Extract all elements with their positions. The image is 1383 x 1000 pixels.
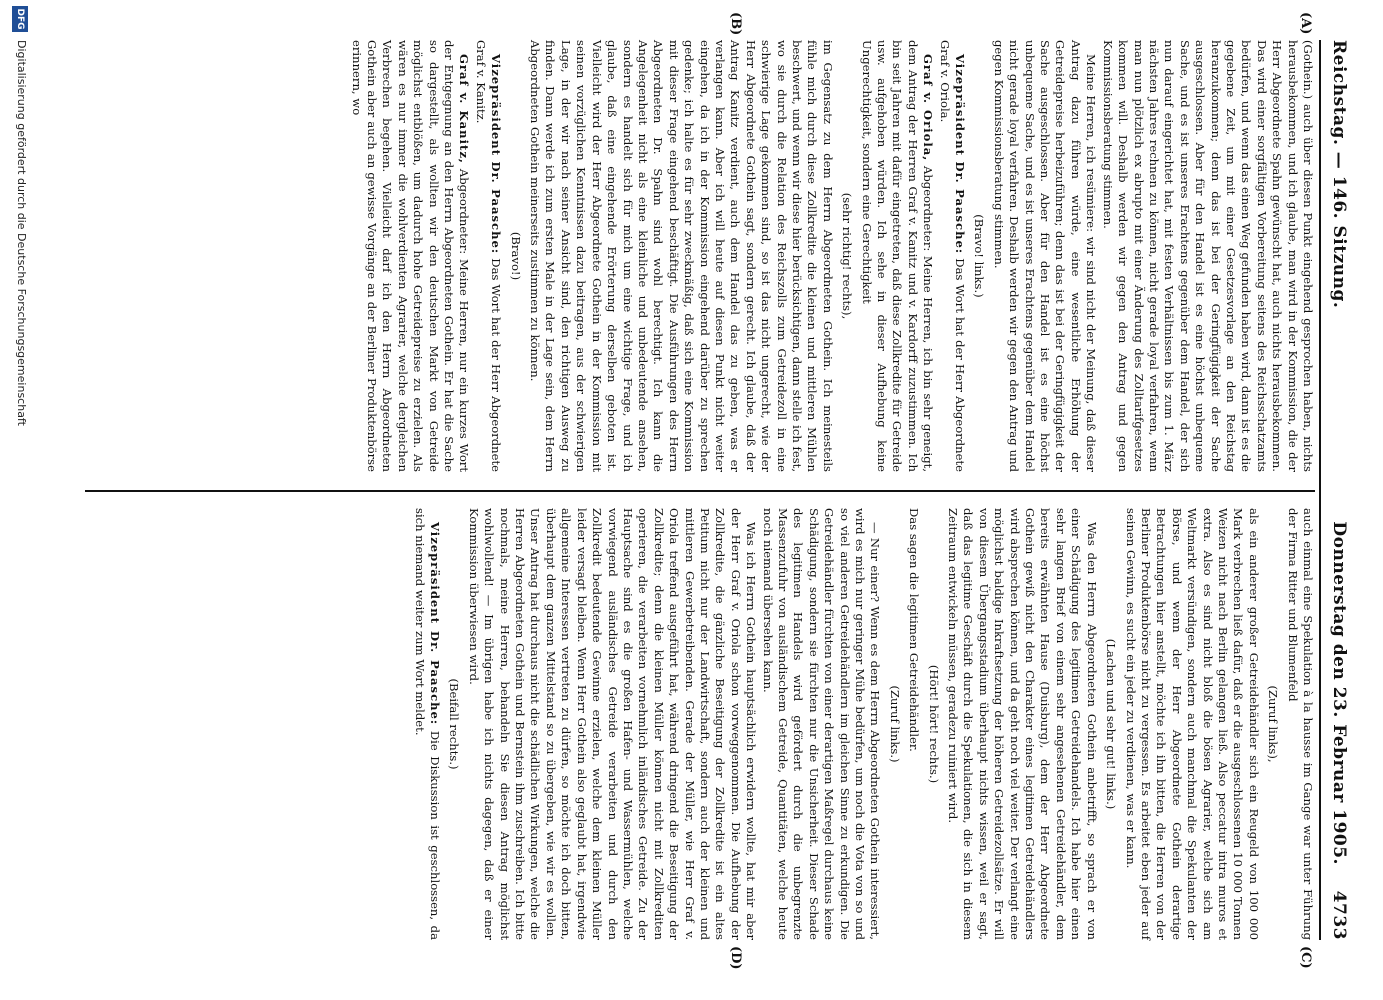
margin-marker-d: (D) xyxy=(728,946,743,970)
speaker-name: Vizepräsident Dr. Paasche: xyxy=(428,522,443,726)
speaker-text: Die Diskussion ist geschlossen, da sich niemand weiter zum Wort meldet. xyxy=(412,508,443,941)
text-column-right xyxy=(410,508,1315,940)
header-session: Reichstag. — 146. Sitzung. xyxy=(1329,40,1349,309)
header-date-page xyxy=(1329,521,1349,940)
interjection: (Zuruf links), xyxy=(1266,685,1281,763)
header-rule xyxy=(1319,40,1321,940)
margin-marker-a: (A) xyxy=(1298,12,1313,35)
text-column-left xyxy=(347,40,1315,472)
interjection: (sehr richtig! rechts), xyxy=(840,192,855,320)
interjection: (Hört! hört! rechts.) xyxy=(926,664,941,784)
body-paragraph: Was ich Herrn Gothein hauptsächlich erwidern wollte, hat mir aber der Herr Graf v. Oriola schon vorweggenommen. Die Aufhebung der Zollkredite, die gänzliche Beseitigung der Zollkredite ist ein altes Petitum nicht nur der Landwirtschaft, sondern auch der kleinen und mittleren Gewerbetreibenden. Gerade der Müller, wie Herr Graf v. Oriola treffend ausgeführt hat, während dringend die Beseitigung der Zollkredite; denn die kleinen Müller können nicht mit Zollkrediten operieren, die verarbeiten vornehmlich inländisches Getreide. Zu der Hauptsache sind es die großen Hafen- und Wassermühlen, welche vorwiegend ausländisches Getreide verarbeiten und durch den Zollkredit bedeutende Gewinne erzielen, welche dem kleinen Müller leider versagt bleiben. Wenn Herr Gothein also geglaubt hat, irgendwie allgemeine Interessen vertreten zu dürfen, so möchte ich doch bitten, überhaupt dem ganzen Mittelstand so zu übergeben, wie wir es wollen. Unser Antrag hat durchaus nicht die schädlichen Wirkungen, welche die Herren Abgeordneten Gothein und Bernstein ihm zuschreiben. Ich bitte nochmals, meine Herren, behandeln Sie diesen Antrag möglichst wohlwollend! — Im übrigen habe ich nichts dagegen, daß er einer Kommission überwiesen wird. xyxy=(466,508,759,940)
interjection: (Bravo!) xyxy=(508,231,523,281)
speaker-name: Vizepräsident Dr. Paasche: xyxy=(953,54,968,255)
interjection: (Beifall rechts.) xyxy=(447,678,462,770)
speaker-text: Abgeordneter: Meine Herren, ich bin sehr geneigt, dem Antrag der Herren Graf v. Kanitz und v. Kardorff zuzustimmen. Ich bin seit Jahren mit dafür eingetreten, daß diese Zollkredite für Getreide usw. aufgehoben würden. Ich sehe in dieser Aufhebung keine Ungerechtigkeit, sondern eine Gerechtigkeit xyxy=(859,40,936,473)
speaker-paragraph xyxy=(858,40,935,472)
body-paragraph: Das sagen die legitimen Getreidehändler. xyxy=(907,508,922,752)
page-header xyxy=(1321,40,1355,940)
speaker-text: Das Wort hat der Herr Abgeordnete Graf v. Kanitz. xyxy=(473,40,504,473)
page-number: 4733 xyxy=(1329,890,1349,940)
body-paragraph: — Nur einer? Wenn es dem Herrn Abgeordneten Gothein interessiert, wird es mich nur geringer Mühe bedürfen, um noch die Vota von so und so viel anderen Getreidehändlern im gleichen Sinne zu erkundigen. Die Getreidehändler fürchten von einer derartigen Maßregel durchaus keine Schädigung, sondern sie fürchten nur die Unsicherheit. Dieser Schade des legitimen Handels wird gefördert durch die unbegrenzte Massenzufuhr von ausländischem Getreide, Quantitäten, welche heute noch niemand übersehen kann. xyxy=(760,508,883,940)
body-paragraph: Was den Herrn Abgeordneten Gothein anbetrifft, so sprach er von einer Schädigung des legitimen Getreidehandels. Ich habe hier einen sehr langen Brief von einem sehr angesehenen Getreidehändler, dem bereits erwähnten Hause (Duisburg), dem der Herr Abgeordnete Gothein gewiß nicht den Charakter eines legitimen Getreidehändlers wird absprechen können, und da geht noch viel weiter. Der verlangt eine möglichst baldige Inkraftsetzung der höheren Getreidezollsätze. Er will von diesem Übergangsstadium überhaupt nichts wissen, weil er sagt, daß das legitime Geschäft durch die Spekulationen, die sich in diesem Zeitraum entwickeln müssen, geradezu ruiniert wird. xyxy=(946,508,1099,940)
page-footer xyxy=(7,0,31,1000)
interjection: (Zuruf links.) xyxy=(887,685,902,763)
interjection: (Lachen und sehr gut! links.) xyxy=(1104,638,1119,810)
speaker-paragraph xyxy=(936,40,967,472)
dfg-logo: DFG xyxy=(12,6,28,32)
body-paragraph: im Gegensatz zu dem Herrn Abgeordneten Gothein. Ich meinesteils fühle mich durch diese Zollkredite die kleinen und mittleren Mühlen beschwert, und wenn wir diese hier berücksichtigen, dann stelle ich fest, wo sie durch die Relation des Reichszolls zum Getreidezoll in eine schwierige Lage gekommen sind, so ist das nicht ungerecht, wie der Herr Abgeordnete Gothein sagt, sondern gerecht. Ich glaube, daß der Antrag Kanitz verdient, auch dem Handel das zu geben, was er verlangen kann. Aber ich will heute auf diesen Punkt nicht weiter eingehen, da ich in der Kommission eingehend darüber zu sprechen gedenke; ich halte es für sehr zweckmäßig, daß sich eine Kommission mit dieser Frage eingehend beschäftigt. Die Ausführungen des Herrn Abgeordneten Dr. Spahn sind wohl berechtigt. Ich kann die Angelegenheit nicht als eine kleinliche und unbedeutende ansehen, sondern es handelt sich für mich um eine wichtige Frage, und ich glaube, daß eine eingehende Erörterung derselben geboten ist. Vielleicht wird der Herr Abgeordnete Gothein in der Kommission mit seinen vorzüglichen Kenntnissen dazu beitragen, aus der schwierigen Lage, in der wir nach seiner Ansicht sind, den richtigen Ausweg zu finden. Dann werde ich zum ersten Male in der Lage sein, dem Herrn Abgeordneten Gothein meinerseits zustimmen zu können. xyxy=(528,40,835,472)
speaker-paragraph xyxy=(472,40,503,472)
column-divider xyxy=(85,490,1315,492)
body-paragraph: auch einmal eine Spekulation à la hausse im Gange war unter Führung der Firma Ritter und Blumenfeld xyxy=(1285,508,1315,940)
speaker-name: Graf v. Kanitz, xyxy=(457,54,472,164)
body-paragraph: als ein anderer großer Getreidehändler sich ein Reugeld von 100 000 Mark verbrechen ließ dafür, daß er die ausgeschlossenen 10 000 Tonnen Weizen nicht nach Berlin gelangen ließ. Also peccatur intra muros et extra. Also es sind nicht bloß die bösen Agrarier, welche sich am Weltmarkt versündigen, sondern auch manchmal die Spekulanten der Börse, und wenn der Herr Abgeordnete Gothein derartige Betrachtungen hier anstellt, möchte ich ihn bitten, die Herren von der Berliner Produktenbörse nicht zu vergessen. Es arbeitet eben jeder auf seinen Gewinn, es sucht ein jeder zu verdienen, was er kann. xyxy=(1123,508,1261,940)
speaker-paragraph xyxy=(411,508,442,940)
interjection: (Bravo! links.) xyxy=(972,214,987,298)
speaker-name: Graf v. Oriola, xyxy=(921,54,936,162)
body-paragraph: (Gothein.) auch über diesen Punkt eingehend gesprochen haben, nichts herausbekommen, und ich glaube, man wird in der Kommission, die der Herr Abgeordnete Spahn gewünscht hat, auch nichts herausbekommen. Das wird einer sorgfältigen Vorbereitung seitens des Reichsschatzamts bedürfen, und wenn das einen Weg gefunden haben wird, dann ist es die gegebene Zeit, um mit einer Gesetzesvorlage an den Reichstag heranzukommen; denn das ist bei der Geringfügigkeit der Sache ausgeschlossen. Aber für den Handel ist es eine höchst unbequeme Sache, und es ist unseres Erachtens gegenüber dem Handel, der sich nun darauf eingerichtet hat, mit festen Verhältnissen bis zum 1. März nächsten Jahres rechnen zu können, nicht gerade loyal verfahren, wenn man nun plötzlich ex abrupto mit einer Änderung des Zolltarifgesetzes kommen will. Deshalb werden wir gegen den Antrag und gegen Kommissionsberatung stimmen. xyxy=(1100,40,1315,472)
body-paragraph: Meine Herren, ich resümiere: wir sind nicht der Meinung, daß dieser Antrag dazu führen würde, eine wesentliche Erhöhung der Getreidepreise herbeizuführen; denn das ist bei der Geringfügigkeit der Sache ausgeschlossen. Aber für den Handel ist es eine höchst unbequeme Sache, und es ist unseres Erachtens gegenüber dem Handel nicht gerade loyal verfahren. Deshalb werden wir gegen den Antrag und gegen Kommissionsberatung stimmen. xyxy=(991,40,1099,472)
speaker-name: Vizepräsident Dr. Paasche: xyxy=(489,54,504,255)
speaker-text: Das Wort hat der Herr Abgeordnete Graf v. Oriola. xyxy=(937,40,968,473)
speaker-paragraph xyxy=(348,40,471,472)
margin-marker-b: (B) xyxy=(728,12,743,36)
header-date: Donnerstag den 23. Februar 1905. xyxy=(1329,521,1349,865)
speaker-text: Abgeordneter: Meine Herren, nur ein kurzes Wort der Entgegnung an den Herrn Abgeordneten Gothein. Er hat die Sache so dargestellt, als wollten wir den deutschen Markt von Getreide möglichst entblößen, um dadurch hohe Getreidepreise zu erzielen. Als wären es nur immer die wohlverdienten Agrarier, welche dergleichen Verbrechen begehen. Vielleicht darf ich den Herrn Abgeordneten Gothein aber auch an gewisse Vorgänge an der Berliner Produktenbörse erinnern, wo xyxy=(349,40,472,473)
margin-marker-c: (C) xyxy=(1298,946,1313,969)
funding-notice: Digitalisierung gefördert durch die Deutsche Forschungsgemeinschaft xyxy=(15,40,28,426)
